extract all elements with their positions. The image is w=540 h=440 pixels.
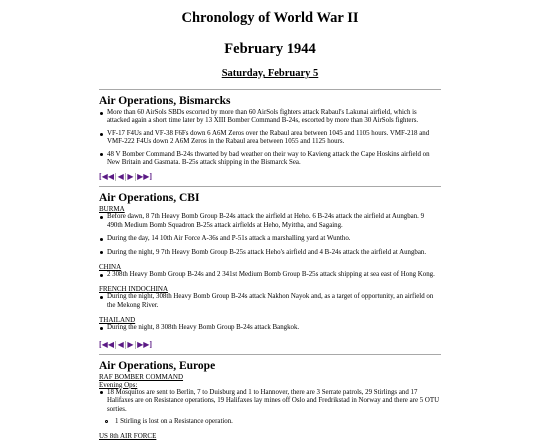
- last-link[interactable]: ▶▶]: [137, 172, 153, 182]
- subsection-label-thailand[interactable]: THAILAND: [99, 316, 136, 325]
- divider: [99, 354, 441, 355]
- first-link[interactable]: [◀◀: [99, 172, 114, 182]
- subsection-label-raf[interactable]: RAF BOMBER COMMAND: [99, 372, 184, 381]
- subsection-label-indochina[interactable]: FRENCH INDOCHINA: [99, 285, 169, 294]
- evening-ops-label: Evening Ops:: [99, 380, 138, 389]
- section-bismarcks: [99, 95, 441, 182]
- section-europe: [99, 360, 441, 440]
- page-title: Chronology of World War II: [181, 10, 359, 26]
- nav-separator: |: [114, 172, 117, 182]
- nav-separator: |: [124, 339, 127, 349]
- divider: [99, 89, 441, 90]
- list-item: Before dawn, 8 7th Heavy Bomb Group B-24s attack the airfield at Heho. 6 B-24s attack the airfield at Aungban. 9 490th Medium Bomb Squadron B-25s attack airfields at Heho, Myittha, and Sagaing.: [99, 213, 441, 230]
- subsection-label-china[interactable]: CHINA: [99, 263, 122, 272]
- section-cbi: [99, 192, 441, 349]
- section-title: Air Operations, CBI: [99, 192, 200, 205]
- list-subitem: 1 Stirling is lost on a Resistance operation.: [99, 418, 441, 426]
- prev-link[interactable]: ◀: [117, 339, 124, 349]
- section-title: Air Operations, Europe: [99, 359, 216, 372]
- section-title: Air Operations, Bismarcks: [99, 95, 231, 107]
- next-link[interactable]: ▶: [127, 339, 134, 349]
- first-link[interactable]: [◀◀: [99, 339, 114, 349]
- nav-separator: |: [134, 339, 137, 349]
- subsection-label-us8[interactable]: US 8th AIR FORCE: [99, 432, 157, 440]
- subsection-label-burma[interactable]: BURMA: [99, 205, 125, 214]
- list-item: More than 60 AirSols SBDs escorted by more than 60 AirSols fighters attack Rabaul's Lakunai airfield, which is attacked again a short time later by 13 XIII Bomber Command B-24s, escorted by more than 30 AirSols fighters.: [99, 109, 441, 126]
- section-nav: [99, 172, 441, 182]
- month-heading: February 1944: [224, 41, 316, 57]
- list-item: During the night, 308th Heavy Bomb Group B-24s attack Nakhon Nayok and, as a target of opportunity, an airfield on the Mekong River.: [99, 293, 441, 310]
- content: [99, 89, 441, 440]
- next-link[interactable]: ▶: [127, 172, 134, 182]
- nav-separator: |: [114, 339, 117, 349]
- prev-link[interactable]: ◀: [117, 172, 124, 182]
- list-item: 18 Mosquitos are sent to Berlin, 7 to Duisburg and 1 to Hannover, there are 3 Serrate patrols, 29 Stirlings and 17 Halifaxes are on Resistance operations, 19 Halifaxes lay mines off Oslo and Fredrikstad in Norway and there are 5 OTU sorties.: [99, 389, 441, 414]
- date-heading: Saturday, February 5: [221, 68, 319, 79]
- list-item: During the night, 9 7th Heavy Bomb Group B-25s attack Heho's airfield and 4 B-24s attack the airfield at Aungban.: [99, 249, 441, 257]
- list-item: 2 308th Heavy Bomb Group B-24s and 2 341st Medium Bomb Group B-25s attack shipping at sea east of Hong Kong.: [99, 271, 441, 279]
- list-item: During the night, 8 308th Heavy Bomb Group B-24s attack Bangkok.: [99, 324, 441, 332]
- list-item: VF-17 F4Us and VF-38 F6Fs down 6 A6M Zeros over the Rabaul area between 1045 and 1105 hours. VMF-218 and VMF-222 F4Us down 2 A6M Zeros in the Rabaul area between 1055 and 1125 hours.: [99, 130, 441, 147]
- last-link[interactable]: ▶▶]: [137, 339, 153, 349]
- nav-separator: |: [134, 172, 137, 182]
- nav-separator: |: [124, 172, 127, 182]
- list-item: 48 V Bomber Command B-24s thwarted by bad weather on their way to Kavieng attack the Cape Hoskins airfield on New Britain and Gasmata. B-25s attack shipping in the Bismarck Sea.: [99, 151, 441, 168]
- list-item: During the day, 14 10th Air Force A-36s and P-51s attack a marshalling yard at Wuntho.: [99, 235, 441, 243]
- divider: [99, 186, 441, 187]
- section-nav: [99, 340, 441, 350]
